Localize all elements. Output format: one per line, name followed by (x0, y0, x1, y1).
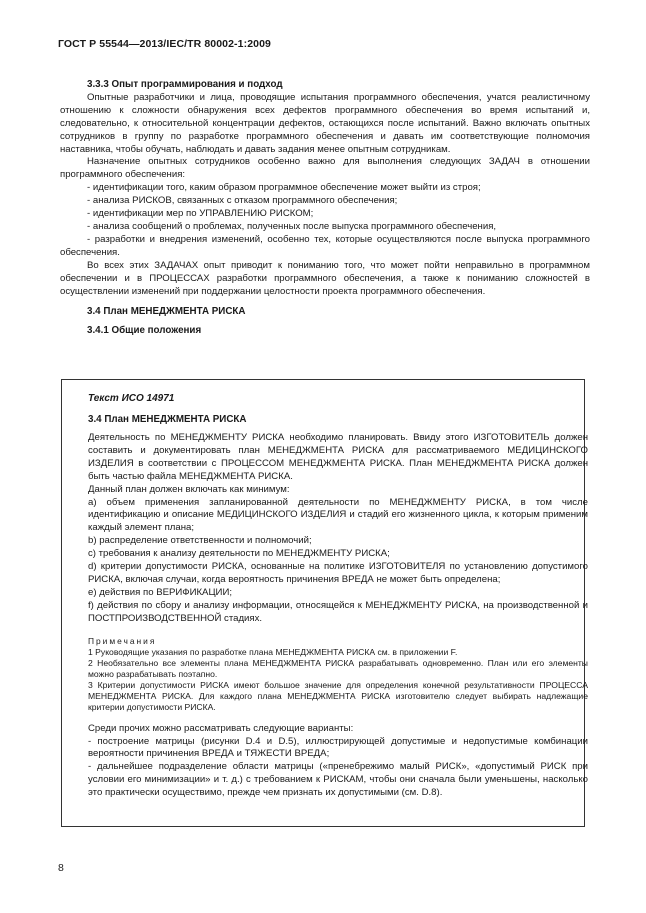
note: 3 Критерии допустимости РИСКА имеют большое значение для определения конечной результативности ПРОЦЕССА МЕНЕДЖМЕНТА РИСКА. Для каждого плана МЕНЕДЖМЕНТА РИСКА изготовителю следует выбирать надлежащие критерии допустимости РИСКА. (88, 679, 588, 712)
list-item: - анализа РИСКОВ, связанных с отказом программного обеспечения; (87, 195, 398, 207)
quote-heading: 3.4 План МЕНЕДЖМЕНТА РИСКА (88, 414, 247, 425)
list-item: - идентификации того, каким образом программное обеспечение может выйти из строя; (87, 182, 481, 194)
section-heading-3-4-1: 3.4.1 Общие положения (87, 325, 202, 337)
paragraph: Опытные разработчики и лица, проводящие испытания программного обеспечения, учатся реалистичному отношению к сложности обнаружения всех дефектов программного обеспечения во время испытаний и, следовательно, к относительной концентрации дефектов, остающихся после испытаний. Важно включать опытных сотрудников в группу по разработке программного обеспечения и давать им соответствующие полномочия наставника, чтобы обучать, наблюдать и давать задания менее опытным сотрудникам. (60, 91, 590, 155)
document-header: ГОСТ Р 55544—2013/IEC/TR 80002-1:2009 (58, 38, 271, 50)
list-item: - идентификации мер по УПРАВЛЕНИЮ РИСКОМ; (87, 208, 314, 220)
iso-quote-content (88, 392, 588, 800)
main-text (60, 79, 590, 338)
section-heading-3-3-3: 3.3.3 Опыт программирования и подход (87, 79, 283, 90)
list-item: c) требования к анализу деятельности по МЕНЕДЖМЕНТУ РИСКА; (88, 548, 390, 560)
paragraph: Во всех этих ЗАДАЧАХ опыт приводит к пониманию того, что может пойти неправильно в программном обеспечении и в ПРОЦЕССАХ разработки программного обеспечения, а также к пониманию сложностей в осуществлении изменений при поддержании целостности проекта программного обеспечения. (60, 259, 590, 297)
paragraph: Деятельность по МЕНЕДЖМЕНТУ РИСКА необходимо планировать. Ввиду этого ИЗГОТОВИТЕЛЬ должен составить и документировать план МЕНЕДЖМЕНТА РИСКА для рассматриваемого МЕДИЦИНСКОГО ИЗДЕЛИЯ в соответствии с ПРОЦЕССОМ МЕНЕДЖМЕНТА РИСКА. План МЕНЕДЖМЕНТА РИСКА должен быть частью файла МЕНЕДЖМЕНТА РИСКА. (88, 432, 588, 482)
notes-title: Примечания (88, 635, 157, 646)
quote-source-title: Текст ИСО 14971 (88, 393, 175, 404)
list-item: f) действия по сбору и анализу информации, относящейся к МЕНЕДЖМЕНТУ РИСКА, на производственной и ПОСТПРОИЗВОДСТВЕННОЙ стадиях. (88, 599, 588, 624)
list-item: - дальнейшее подразделение области матрицы («пренебрежимо малый РИСК», «допустимый РИСК при условии его минимизации» и т. д.) с требованием к РИСКАМ, чтобы они сначала были уменьшены, насколько это практически осуществимо, прежде чем признать их допустимыми (см. D.8). (88, 761, 588, 799)
section-heading-3-4: 3.4 План МЕНЕДЖМЕНТА РИСКА (87, 306, 246, 318)
note: 1 Руководящие указания по разработке плана МЕНЕДЖМЕНТА РИСКА см. в приложении F. (88, 646, 458, 657)
list-item: b) распределение ответственности и полномочий; (88, 535, 312, 547)
list-item: e) действия по ВЕРИФИКАЦИИ; (88, 586, 233, 598)
list-item: d) критерии допустимости РИСКА, основанные на политике ИЗГОТОВИТЕЛЯ по установлению допустимого РИСКА, включая случаи, когда вероятность причинения ВРЕДА не может быть определена; (88, 561, 588, 585)
paragraph: Назначение опытных сотрудников особенно важно для выполнения следующих ЗАДАЧ в отношении программного обеспечения: (60, 156, 590, 181)
list-item: - разработки и внедрения изменений, особенно тех, которые осуществляются после выпуска программного обеспечения. (60, 233, 590, 258)
list-item: - построение матрицы (рисунки D.4 и D.5), иллюстрирующей допустимые и недопустимые комбинации вероятности причинения ВРЕДА и ТЯЖЕСТИ ВРЕДА; (88, 735, 588, 760)
list-item: a) объем применения запланированной деятельности по МЕНЕДЖМЕНТУ РИСКА, в том числе идентификацию и описание МЕДИЦИНСКОГО ИЗДЕЛИЯ и стадий его жизненного цикла, к которым применим каждый элемент плана; (88, 496, 588, 534)
paragraph: Данный план должен включать как минимум: (88, 483, 290, 495)
page-number: 8 (58, 862, 64, 874)
list-item: - анализа сообщений о проблемах, полученных после выпуска программного обеспечения, (87, 220, 497, 232)
note: 2 Необязательно все элементы плана МЕНЕДЖМЕНТА РИСКА разрабатывать одновременно. План или его элементы можно разрабатывать поэтапно. (88, 657, 588, 679)
paragraph: Среди прочих можно рассматривать следующие варианты: (88, 722, 354, 734)
